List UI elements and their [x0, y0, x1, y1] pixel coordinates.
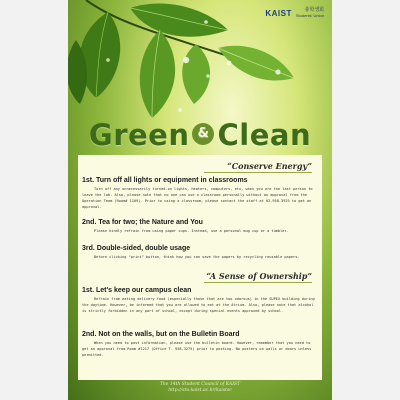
kaist-logo: KAIST	[265, 8, 292, 18]
item-heading: 3rd. Double-sided, double usage	[82, 245, 191, 252]
item-body: Refrain from eating delivery food (especially those that are too odorous) in the SUPEX building during the daytime. However, be informed that you are allowed to eat at the Atrium. Also, please note that alcohol is strictly forbidden in any part of school, except during special events approved by school.	[82, 297, 315, 313]
item-body: Turn off any unnecessarily turned-on lights, heaters, computers, etc. when you are the last person to leave the lab. Also, please note that no one can use a classroom personally without an approval from the Operation Team (Room# 1109). Prior to using a classroom, please contact the staff at 02-958-3925 to get an approval.	[82, 187, 313, 209]
poster-footer	[68, 382, 332, 394]
section-rule	[204, 172, 312, 173]
header-logos	[265, 7, 324, 19]
poster	[68, 0, 332, 400]
title-green: Green	[88, 118, 190, 152]
footer-council: The 14th Student Council of KAIST	[159, 382, 241, 387]
item-body: Please kindly refrain from using paper cups. Instead, use a personal mug cup or a tumbler.	[94, 229, 289, 233]
student-union-logo-sub: Students' Union	[295, 13, 324, 18]
item-heading: 2nd. Not on the walls, but on the Bulletin Board	[82, 331, 240, 338]
student-union-logo-kr: 총학생회	[304, 7, 324, 13]
item-heading: 1st. Turn off all lights or equipment in classrooms	[82, 177, 248, 184]
poster-title	[68, 118, 332, 152]
section-quote-ownership: “A Sense of Ownership”	[206, 271, 312, 281]
title-clean: Clean	[217, 118, 312, 152]
content-panel	[78, 155, 322, 380]
item-heading: 1st. Let's keep our campus clean	[82, 287, 192, 294]
ampersand-badge: &	[192, 123, 214, 145]
footer-url: http://stu.kaist.ac.kr/kaistsc	[168, 388, 232, 393]
item-body: Before clicking “print” button, think how you can save the papers by recycling reusable papers.	[94, 255, 300, 259]
item-body: When you need to post information, please use the bulletin board. However, remember that you need to get an approval from Room #1217 (Office T. 958-3275) prior to posting. No posters on walls or doors unless permitted.	[82, 341, 312, 357]
student-union-logo	[296, 7, 324, 19]
item-heading: 2nd. Tea for two; the Nature and You	[82, 219, 203, 226]
section-rule	[204, 282, 312, 283]
section-quote-energy: “Conserve Energy”	[227, 161, 312, 171]
